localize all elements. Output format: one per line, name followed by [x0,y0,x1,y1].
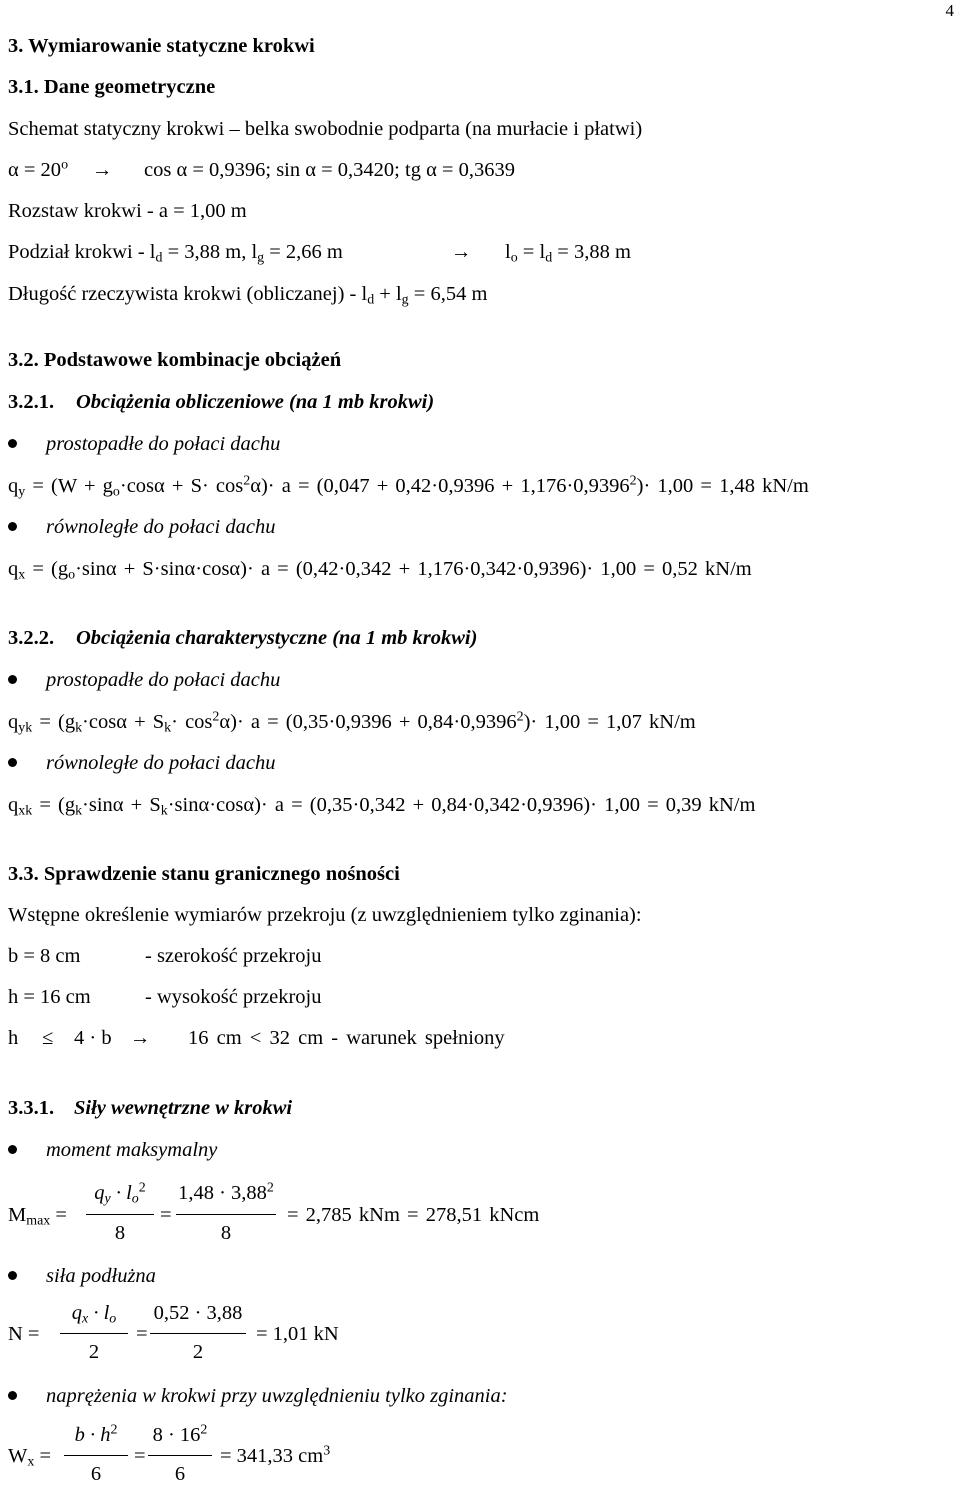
bullet-perpendicular-1: prostopadłe do połaci dachu [46,433,281,455]
page-number: 4 [945,1,954,20]
bullet-dot [8,1391,17,1400]
alpha-trig-values: cos α = 0,9396; sin α = 0,3420; tg α = 0,3639 [144,159,515,181]
wx-eq-2: = [134,1445,146,1467]
n-den-1: 2 [88,1341,100,1363]
mmax-lhs: $M_{max}$ = [8,1204,67,1229]
alpha-line: $\alpha = 20^o$ [8,157,69,181]
qyk-equation: $q_{yk} = (g_k\cdot\cos\alpha + S_k\cdot \cos^2\alpha)\cdot a = (0,35\cdot 0,9396 + 0,84\cdot 0,9396^2)\cdot 1,00 = 1,07$ kN/m [8,709,696,736]
static-scheme-text: Schemat statyczny krokwi – belka swobodnie podparta (na murłacie i płatwi) [8,118,643,140]
qy-equation: $q_y = (W + g_o\cdot\cos\alpha + S\cdot \cos^2\alpha)\cdot a = (0,047 + 0,42\cdot 0,9396 + 1,176\cdot 0,9396^2)\cdot 1,00 = 1,48$ kN/m [8,473,809,500]
wx-result: = 341,33 $cm^3$ [220,1443,331,1467]
division-arrow: → [451,241,472,263]
bullet-parallel-1: równoległe do połaci dachu [46,516,276,538]
mmax-result: = 2,785 kNm = 278,51 kNcm [287,1204,540,1226]
qx-equation: $q_x = (g_o\cdot\sin\alpha + S\cdot\sin\alpha\cdot\cos\alpha)\cdot a = (0,42\cdot 0,342 + 1,176\cdot 0,342\cdot 0,9396)\cdot 1,00 = 0,52$ kN/m [8,558,752,583]
wx-fraction-bar-2 [148,1455,212,1456]
section-number-3-2-2: 3.2.2. [8,627,55,649]
condition-h: h [8,1027,19,1049]
wx-den-1: 6 [90,1463,102,1485]
section-heading-3-1: 3.1. Dane geometryczne [8,76,216,98]
mmax-den-1: 8 [114,1222,126,1244]
real-length: Długość rzeczywista krokwi (obliczanej) - $l_d + l_g = 6,54$ m [8,283,488,308]
n-lhs: N = [8,1323,40,1345]
section-number-3-2-1: 3.2.1. [8,391,55,413]
n-num-2: 0,52 · 3,88 [153,1302,243,1324]
bullet-dot [8,1271,17,1280]
section-number-3-3-1: 3.3.1. [8,1097,55,1119]
bullet-axial-force: siła podłużna [46,1265,156,1287]
bullet-dot [8,1145,17,1154]
rafter-spacing: Rozstaw krokwi - a = 1,00 m [8,200,247,222]
wx-num-2: $8 \cdot 16^2$ [152,1422,208,1446]
mmax-eq-2: = [160,1204,172,1226]
n-num-1: $q_x \cdot l_o$ [71,1302,117,1327]
condition-result: 16 cm < 32 cm - warunek spełniony [188,1027,505,1049]
n-eq-2: = [136,1323,148,1345]
bullet-stress: naprężenia w krokwi przy uwzględnieniu tylko zginania: [46,1385,508,1407]
condition-4b: 4 · b [74,1027,112,1049]
width-value: b = 8 cm [8,945,81,967]
wx-den-2: 6 [174,1463,186,1485]
design-length: $l_o = l_d = 3,88$ m [505,241,631,266]
mmax-num-1: $q_y \cdot l_o^2$ [94,1180,146,1207]
alpha-arrow: → [92,159,113,181]
bullet-dot [8,758,17,767]
width-description: - szerokość przekroju [145,945,322,967]
bullet-parallel-2: równoległe do połaci dachu [46,752,276,774]
n-den-2: 2 [192,1341,204,1363]
section-heading-3: 3. Wymiarowanie statyczne krokwi [8,35,315,57]
section-heading-3-2-1: Obciążenia obliczeniowe (na 1 mb krokwi) [76,391,435,413]
height-description: - wysokość przekroju [145,986,322,1008]
mmax-den-2: 8 [220,1222,232,1244]
rafter-division: Podział krokwi - $l_d = 3,88$ m, $l_g = 2,66$ m [8,241,343,266]
condition-le: ≤ [42,1027,54,1049]
section-heading-3-3-1: Siły wewnętrzne w krokwi [74,1097,293,1119]
section-heading-3-2-2: Obciążenia charakterystyczne (na 1 mb krokwi) [76,627,478,649]
condition-arrow: → [130,1027,151,1049]
bullet-dot [8,439,17,448]
mmax-fraction-bar-2 [176,1214,276,1215]
bullet-dot [8,522,17,531]
mmax-fraction-bar-1 [86,1214,154,1215]
n-fraction-bar-1 [60,1333,128,1334]
bullet-dot [8,675,17,684]
preliminary-text: Wstępne określenie wymiarów przekroju (z uwzględnieniem tylko zginania): [8,904,642,926]
section-heading-3-2: 3.2. Podstawowe kombinacje obciążeń [8,349,342,371]
bullet-perpendicular-2: prostopadłe do połaci dachu [46,669,281,691]
n-result: = 1,01 kN [256,1323,339,1345]
wx-num-1: $b \cdot h^2$ [74,1422,118,1446]
wx-lhs: $W_x$ = [8,1445,52,1470]
wx-fraction-bar-1 [64,1455,128,1456]
qxk-equation: $q_{xk} = (g_k\cdot\sin\alpha + S_k\cdot\sin\alpha\cdot\cos\alpha)\cdot a = (0,35\cdot 0,342 + 0,84\cdot 0,342\cdot 0,9396)\cdot 1,00 = 0,39$ kN/m [8,794,756,819]
bullet-moment: moment maksymalny [46,1139,218,1161]
section-heading-3-3: 3.3. Sprawdzenie stanu granicznego nośności [8,863,400,885]
mmax-num-2: $1,48 \cdot 3,88^2$ [178,1180,274,1204]
n-fraction-bar-2 [150,1333,246,1334]
height-value: h = 16 cm [8,986,91,1008]
